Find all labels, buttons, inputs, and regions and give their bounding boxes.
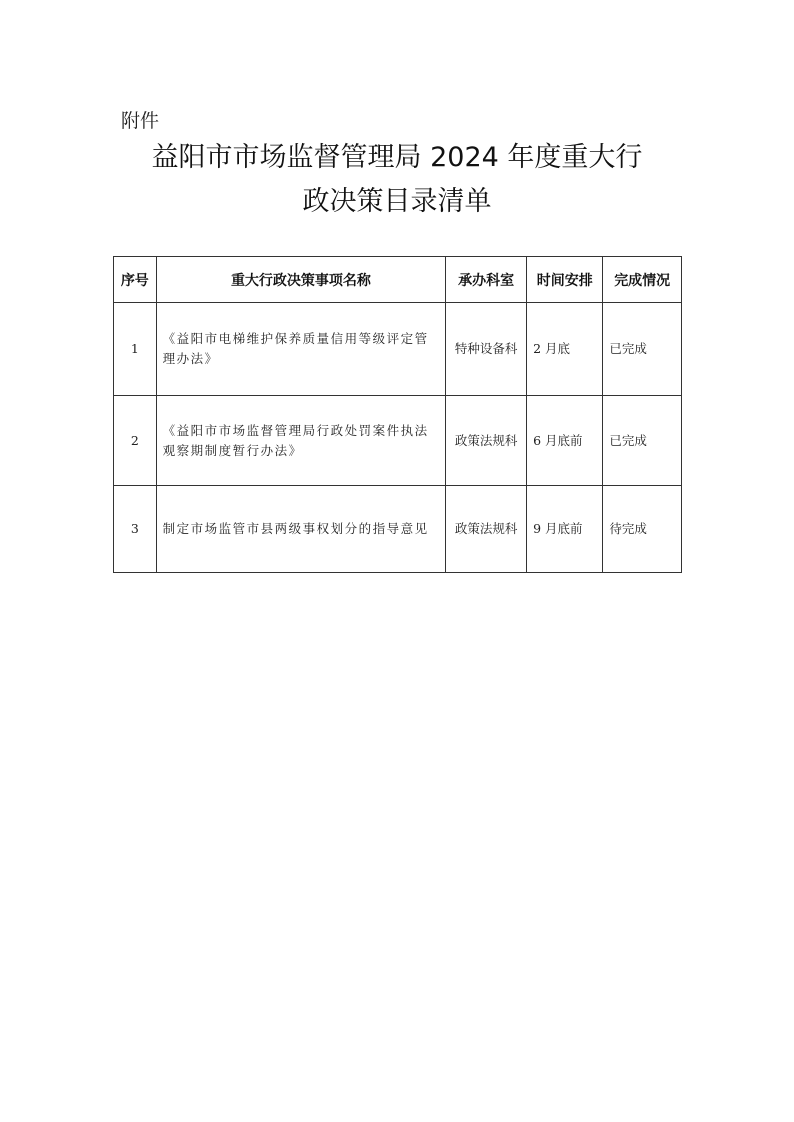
- table-row: [114, 486, 682, 573]
- row-department: 政策法规科: [446, 396, 527, 486]
- row-schedule: 6 月底前: [527, 396, 603, 486]
- row-serial-number: 3: [114, 486, 157, 573]
- table-row: [114, 303, 682, 396]
- row-decision-name: 《益阳市电梯维护保养质量信用等级评定管理办法》: [156, 303, 446, 396]
- row-status: 已完成: [603, 303, 682, 396]
- header-serial-number: 序号: [114, 257, 157, 303]
- decision-catalog-table: [113, 256, 682, 573]
- row-serial-number: 2: [114, 396, 157, 486]
- row-status: 已完成: [603, 396, 682, 486]
- table-header-row: [114, 257, 682, 303]
- row-department: 特种设备科: [446, 303, 527, 396]
- row-status: 待完成: [603, 486, 682, 573]
- row-department: 政策法规科: [446, 486, 527, 573]
- document-title-line-2: 政决策目录清单: [302, 186, 492, 217]
- attachment-label: 附件: [121, 110, 160, 132]
- header-department: 承办科室: [446, 257, 527, 303]
- header-status: 完成情况: [603, 257, 682, 303]
- document-title-line-1: 益阳市市场监督管理局 2024 年度重大行: [151, 142, 643, 173]
- row-decision-name: 制定市场监管市县两级事权划分的指导意见: [156, 486, 446, 573]
- row-decision-name: 《益阳市市场监督管理局行政处罚案件执法观察期制度暂行办法》: [156, 396, 446, 486]
- row-serial-number: 1: [114, 303, 157, 396]
- header-decision-name: 重大行政决策事项名称: [156, 257, 446, 303]
- row-schedule: 9 月底前: [527, 486, 603, 573]
- header-schedule: 时间安排: [527, 257, 603, 303]
- row-schedule: 2 月底: [527, 303, 603, 396]
- table-row: [114, 396, 682, 486]
